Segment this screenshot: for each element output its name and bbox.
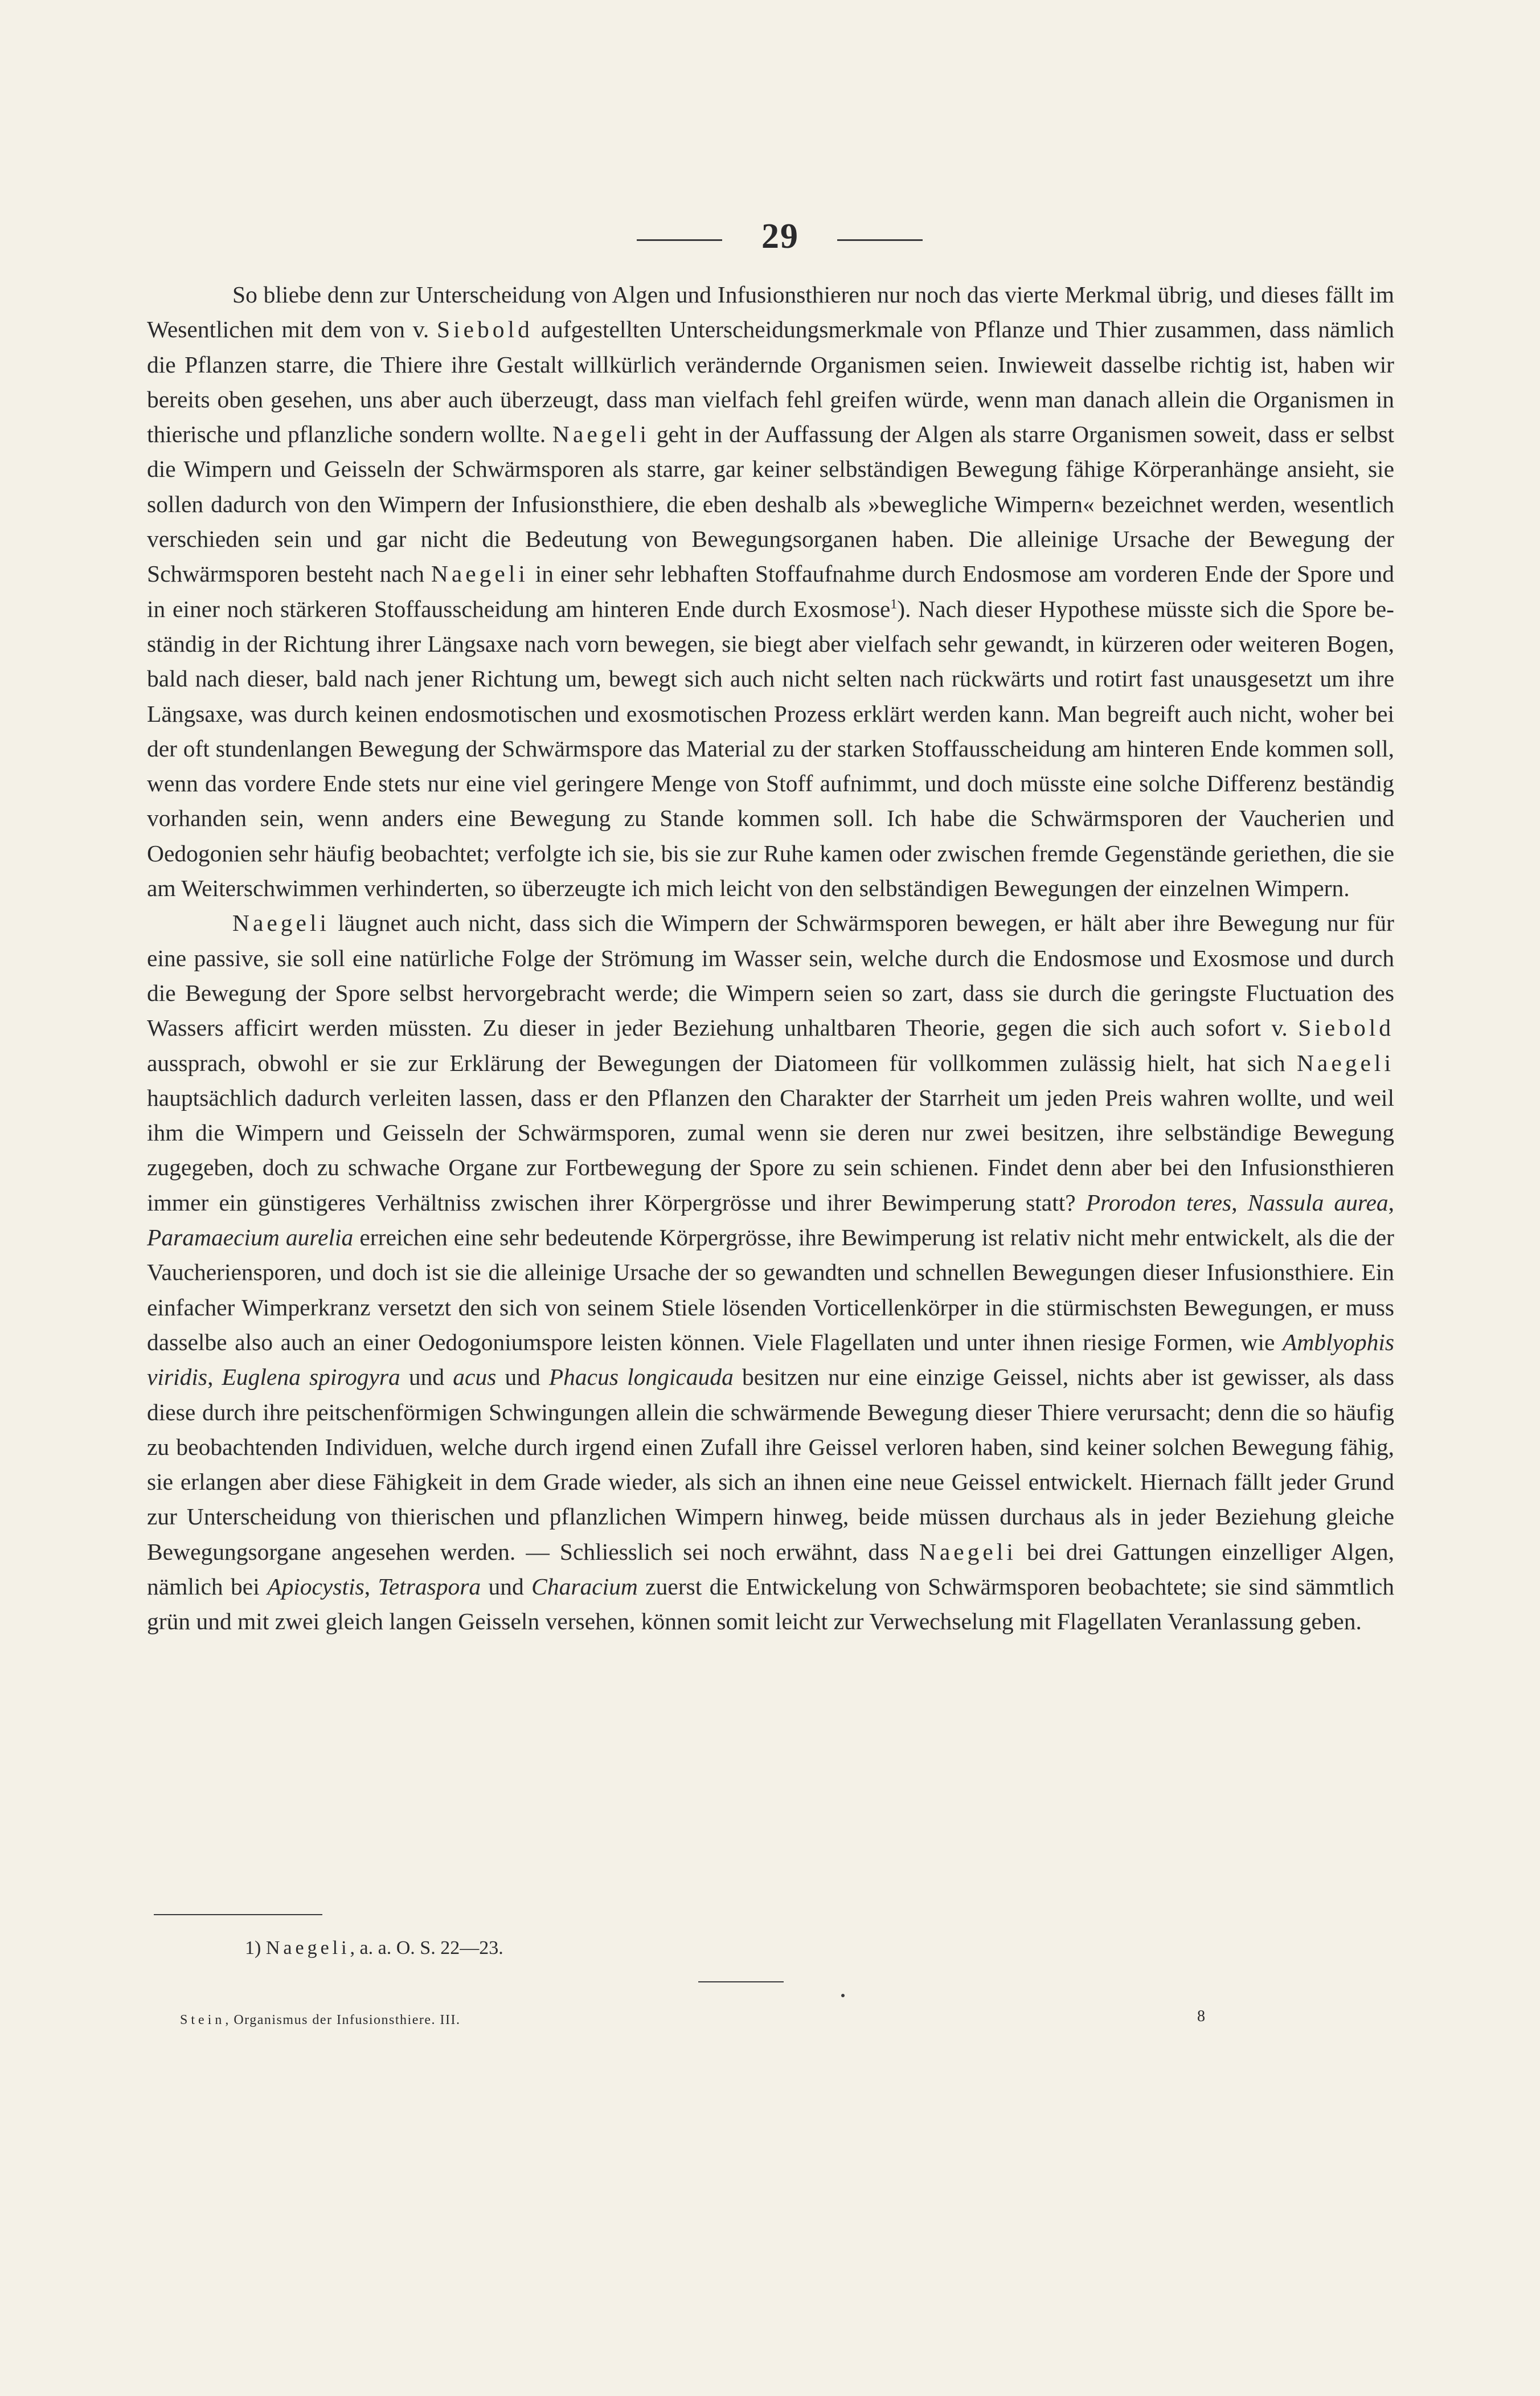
text-run: besitzen nur eine einzige Geissel, nichts aber ist gewisser, als dass diese durch ihre peitschenförmigen Schwingungen allein die schwärmende Bewegung dieser Thiere verursacht; denn die so häufig zu beobachtenden Individuen, welche durch irgend einen Zufall ihre Geissel verloren haben, sind keiner solchen Bewegung fähig, sie erlangen aber diese Fähigkeit in dem Grade wieder, als sich an ihnen eine neue Geissel entwickelt. Hiernach fällt jeder Grund zur Unterscheidung von thierischen und pflanzlichen Wimpern hinweg, beide müssen durchaus als in jeder Beziehung gleiche Bewegungsorgane angesehen werden. — Schliesslich sei noch erwähnt, dass bbox=[147, 1364, 1395, 1565]
footnote-marker: 1) bbox=[245, 1937, 261, 1958]
footnote bbox=[245, 1936, 928, 1961]
species-name: acus bbox=[453, 1364, 497, 1391]
paragraph-2 bbox=[147, 906, 1394, 1639]
species-name: Nassula aurea bbox=[1247, 1189, 1389, 1216]
page-header bbox=[0, 216, 1540, 262]
text-run: und bbox=[481, 1573, 532, 1600]
text-run: , bbox=[207, 1364, 222, 1391]
page-number: 29 bbox=[761, 217, 799, 256]
species-name: Paramaecium aurelia bbox=[147, 1224, 354, 1251]
author-name: Naegeli bbox=[919, 1538, 1017, 1565]
text-run: , bbox=[364, 1573, 378, 1600]
footnote-reference: 1 bbox=[890, 596, 898, 612]
text-run: ). Nach dieser Hypothese müsste sich die Spore beständig in der Richtung ihrer Längsaxe nach vorn bewegen, sie biegt aber vielfach sehr gewandt, in kürzeren oder weiteren Bogen, bald nach dieser, bald nach jener Richtung um, bewegt sich auch nicht selten nach rückwärts und rotirt fast unausgesetzt um ihre Längsaxe, was durch keinen endosmotischen und exosmotischen Prozess erklärt werden kann. Man begreift auch nicht, woher bei der oft stundenlangen Bewegung der Schwärmspore das Material zu der starken Stoffausscheidung am hinteren Ende kommen soll, wenn das vordere Ende stets nur eine viel geringere Menge von Stoff aufnimmt, und doch müsste eine solche Differenz beständig vorhanden sein, wenn anders eine Bewegung zu Stande kommen soll. Ich habe die Schwärmsporen der Vaucherien und Oedogonien sehr häufig beobachtet; verfolgte ich sie, bis sie zur Ruhe kamen oder zwischen fremde Gegenstände geriethen, die sie am Weiterschwimmen verhinderten, so überzeugte ich mich leicht von den selbständigen Bewegungen der einzelnen Wimpern. bbox=[147, 595, 1394, 902]
species-name: Amblyophis viridis bbox=[147, 1328, 1394, 1391]
species-name: Prorodon teres bbox=[1086, 1189, 1232, 1216]
header-rule-right bbox=[837, 239, 923, 241]
text-run: zuerst die Entwickelung von Schwärmsporen beobachtete; sie sind sämmtlich grün und mit zwei gleich langen Geisseln versehen, können somit leicht zur Verwechselung mit Flagellaten Veranlassung geben. bbox=[147, 1573, 1395, 1635]
divider-dot bbox=[841, 1994, 845, 1997]
text-run: geht in der Auffassung der Algen als starre Organismen soweit, dass er selbst die Wimpern und Geisseln der Schwärmsporen als starre, gar keiner selbständigen Bewegung fähige Körperanhänge ansieht, sie sollen dadurch von den Wimpern der Infusionsthiere, die eben deshalb als »bewegliche Wimpern« bezeichnet werden, wesentlich verschieden sein und gar nicht die Bedeutung von Bewegungsorganen haben. Die alleinige Ursache der Bewegung der Schwärmsporen besteht nach bbox=[147, 421, 1394, 587]
author-name: Naegeli bbox=[265, 1937, 350, 1958]
text-run: aufgestellten Unterscheidungsmerkmale von Pflanze und Thier zusammen, dass nämlich die Pflanzen starre, die Thiere ihre Gestalt willkürlich verändernde Organismen seien. Inwieweit dasselbe richtig ist, haben wir bereits oben gesehen, uns aber auch überzeugt, dass man vielfach fehl greifen würde, wenn man danach allein die Organismen in thierische und pflanzliche sondern wollte. bbox=[147, 316, 1394, 448]
author-name: Naegeli bbox=[431, 561, 529, 587]
text-run: und bbox=[496, 1364, 549, 1391]
species-name: Phacus longicauda bbox=[548, 1364, 734, 1391]
text-run: und bbox=[400, 1364, 453, 1391]
species-name: Characium bbox=[531, 1573, 638, 1600]
body-text bbox=[147, 277, 1394, 1639]
text-run: So bliebe denn zur Unterscheidung von Algen und Infusionsthieren nur noch das vierte Merkmal übrig, und dieses fällt im Wesentlichen mit dem von v. bbox=[147, 281, 1394, 343]
author-name: Siebold bbox=[1298, 1015, 1394, 1041]
species-name: Tetraspora bbox=[378, 1573, 481, 1600]
species-name: Euglena spirogyra bbox=[222, 1364, 400, 1391]
text-run: hauptsächlich dadurch verleiten lassen, dass er den Pflanzen den Charakter der Starrheit um jeden Preis wahren wollte, und weil ihm die Wimpern und Geisseln der Schwärmsporen, zumal wenn sie deren nur zwei besitzen, ihre selbständige Bewegung zugegeben, doch zu schwache Organe zur Fortbewegung der Spore zu sein schienen. Findet denn aber bei den Infusionsthieren immer ein günstigeres Verhältniss zwischen ihrer Körpergrösse und ihrer Bewimperung statt? bbox=[147, 1084, 1394, 1216]
text-run: aussprach, obwohl er sie zur Erklärung der Bewegungen der Diatomeen für vollkommen zulässig hielt, hat sich bbox=[147, 1049, 1297, 1076]
footnote-text: , a. a. O. S. 22—23. bbox=[350, 1937, 503, 1958]
sheet-number: 8 bbox=[1197, 2007, 1205, 2025]
author-name: Siebold bbox=[437, 316, 533, 343]
printer-signature bbox=[180, 2010, 693, 2030]
text-run: , bbox=[1388, 1189, 1395, 1216]
text-run: läugnet auch nicht, dass sich die Wimpern der Schwärmsporen bewegen, er hält aber ihre Bewegung nur für eine passive, sie soll eine natürliche Folge der Strömung im Wasser sein, welche durch die Endosmose und Exosmose und durch die Bewegung der Spore selbst hervorgebracht werde; die Wimpern seien so zart, dass sie durch die geringste Fluctuation des Wassers afficirt werden müssten. Zu dieser in jeder Beziehung unhaltbaren Theorie, gegen die sich auch sofort v. bbox=[147, 910, 1394, 1041]
text-run: in einer sehr lebhaften Stoffaufnahme durch Endosmose am vorderen Ende der Spore und in einer noch stärkeren Stoffausscheidung am hinteren Ende durch Exosmose bbox=[147, 561, 1394, 622]
text-run: bei drei Gattungen einzelliger Algen, nämlich bei bbox=[147, 1538, 1394, 1600]
signature-title: , Organismus der Infusionsthiere. III. bbox=[225, 2013, 461, 2027]
text-run: , bbox=[1231, 1189, 1248, 1216]
author-name: Naegeli bbox=[1296, 1049, 1394, 1076]
paragraph-1 bbox=[147, 277, 1394, 906]
author-name: Naegeli bbox=[552, 421, 650, 448]
footnote-rule bbox=[154, 1914, 322, 1915]
signature-author: Stein bbox=[180, 2013, 226, 2027]
author-name: Naegeli bbox=[232, 910, 330, 937]
species-name: Apiocystis bbox=[267, 1573, 364, 1600]
text-run: erreichen eine sehr bedeutende Körpergrösse, ihre Bewimperung ist relativ nicht mehr entwickelt, als die der Vaucheriensporen, und doch ist sie die alleinige Ursache der so gewandten und schnellen Bewegungen dieser Infusionsthiere. Ein einfacher Wimperkranz versetzt den sich von seinem Stiele lösenden Vorticellenkörper in die stürmischsten Bewegungen, er muss dasselbe also auch an einer Oedogoniumspore leisten können. Viele Flagellaten und unter ihnen riesige Formen, wie bbox=[147, 1224, 1394, 1355]
divider-rule bbox=[698, 1981, 784, 1982]
header-rule-left bbox=[637, 239, 722, 241]
